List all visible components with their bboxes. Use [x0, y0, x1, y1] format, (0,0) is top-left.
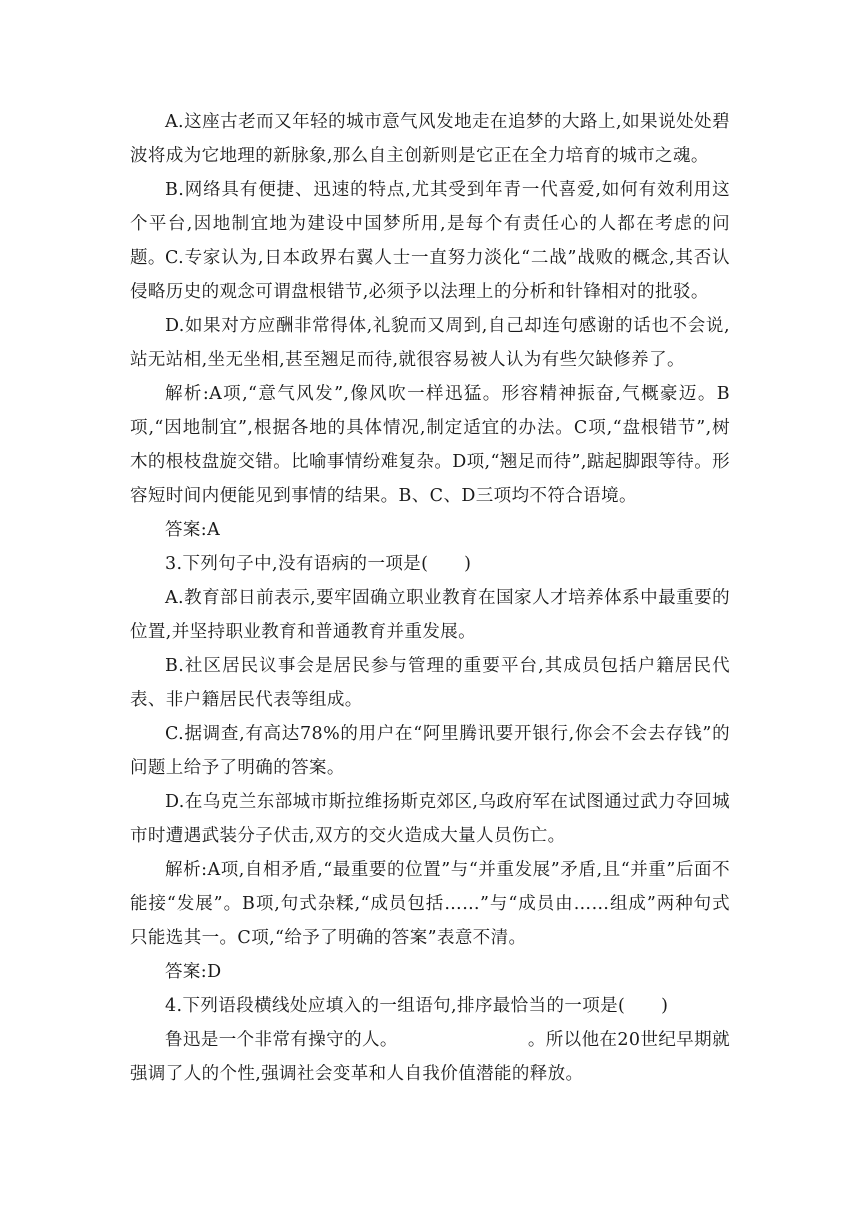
q4-passage-before: 鲁迅是一个非常有操守的人。 — [165, 1030, 398, 1050]
q3-option-d: D.在乌克兰东部城市斯拉维扬斯克郊区,乌政府军在试图通过武力夺回城市时遭遇武装分子伏击,双方的交火造成大量人员伤亡。 — [130, 792, 730, 846]
q3-option-c: C.据调查,有高达78%的用户在“阿里腾讯要开银行,你会不会去存钱”的问题上给予了明确的答案。 — [130, 724, 730, 778]
q2-answer: 答案:A — [165, 520, 221, 540]
q3-stem: 3.下列句子中,没有语病的一项是( ) — [165, 554, 472, 574]
q3-answer: 答案:D — [165, 962, 222, 982]
q2-option-d: D.如果对方应酬非常得体,礼貌而又周到,自己却连句感谢的话也不会说,站无站相,坐无坐相,甚至翘足而待,就很容易被人认为有些欠缺修养了。 — [130, 316, 730, 370]
q3-analysis: 解析:A项,自相矛盾,“最重要的位置”与“并重发展”矛盾,且“并重”后面不能接“发展”。B项,句式杂糅,“成员包括……”与“成员由……组成”两种句式只能选其一。C项,“给予了明确的答案”表意不清。 — [130, 860, 730, 948]
q2-option-c: C.专家认为,日本政界右翼人士一直努力淡化“二战”战败的概念,其否认侵略历史的观念可谓盘根错节,必须予以法理上的分析和针锋相对的批驳。 — [130, 248, 730, 302]
q4-passage — [130, 1023, 730, 1091]
q3-option-a: A.教育部日前表示,要牢固确立职业教育在国家人才培养体系中最重要的位置,并坚持职业教育和普通教育并重发展。 — [130, 588, 730, 642]
q3-option-b: B.社区居民议事会是居民参与管理的重要平台,其成员包括户籍居民代表、非户籍居民代表等组成。 — [130, 656, 730, 710]
q4-passage-after: 。所以他在20世纪早期就强调了人的个性,强调社会变革和人自我价值潜能的释放。 — [130, 1030, 730, 1084]
q2-analysis: 解析:A项,“意气风发”,像风吹一样迅猛。形容精神振奋,气概豪迈。B项,“因地制宜”,根据各地的具体情况,制定适宜的办法。C项,“盘根错节”,树木的根枝盘旋交错。比喻事情纷难复杂。D项,“翘足而待”,踮起脚跟等待。形容短时间内便能见到事情的结果。B、C、D三项均不符合语境。 — [130, 384, 730, 506]
q2-option-b: B.网络具有便捷、迅速的特点,尤其受到年青一代喜爱,如何有效利用这个平台,因地制宜地为建设中国梦所用,是每个有责任心的人都在考虑的问题。 — [130, 180, 730, 268]
q4-stem: 4.下列语段横线处应填入的一组语句,排序最恰当的一项是( ) — [165, 996, 669, 1016]
q2-option-a: A.这座古老而又年轻的城市意气风发地走在追梦的大路上,如果说处处碧波将成为它地理的新脉象,那么自主创新则是它正在全力培育的城市之魂。 — [130, 112, 730, 166]
